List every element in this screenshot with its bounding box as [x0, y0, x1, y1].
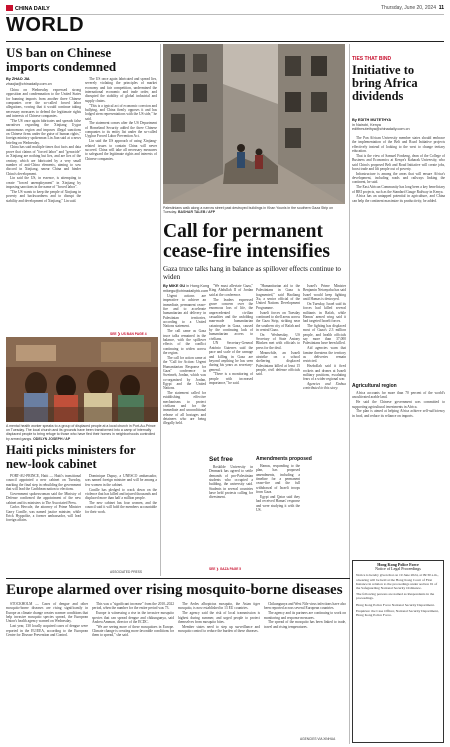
byline-gaza: By MIKE GU in Hong Kong mikegu@chinadailyhk.com [163, 284, 210, 293]
article-africa: The Pan African University member states should embrace the implementation of the Belt and Road Initiative projects effectively instead of looking to the west to change tertiary education. That is the view of Samuel Fonkeng, dean of the College of Business and Economics at Kenya's Kabarak University, who said China's proposed Belt and Road Initiative will create jobs, boost trade and lift people out of poverty. Infrastructure is among the areas that will ensure Africa's development, including roads and railways linking the continent, he said. The East African Community has long been a key beneficiary of BRI projects, such as the Standard Gauge Railway in Kenya. Africa has an untapped potential in agriculture, and China can help the continent maximize its productivity, he added. [352, 136, 445, 203]
caption-haiti: A mental health worker speaks to a group of displaced people at a local church in Port-Au-Prince on Tuesday. The local church and its grounds have been transformed into a camp of internally displaced people to bring refuge to those who have fled their homes in neighborhoods controlled by armed gangs. ODELYN JOSEPH / AP [6, 424, 156, 441]
legal-notice-box: Hong Kong Police Force Notice of Legal Proceedings Notice is hereby given that on 19 June 2024, at 09:30 a.m., a hearing will be held at the Hong Kong Court of First Instance in relation to the proceedings under section 91 of the Safeguarding National Security Ordinance. The following persons are named as Respondents in the proceedings. Hong Kong Police Force National Security Department. Enquiries: the Case Officer, National Security Department, Hong Kong Police Force. [352, 560, 444, 743]
article-africa-agri: Africa accounts for more than 70 percent of the world's uncultivated arable land. He said the Chinese government was committed to supporting agricultural investments in Africa. The plan is aimed at helping Africa achieve self-sufficiency in food, and reduce its reliance on imports. [352, 391, 445, 418]
article-europe-col2: This was a "significant increase" from the 2010–2022 period, when the number for the entire period was 73. Europe is witnessing a rise in the invasive mosquito species that can spread dengue and chikungunya, said Andrea Ammon, director of the ECDC. "We are seeing more of these mosquitoes in Europe. Climate change is creating more favorable conditions for them to spread," she said. [92, 602, 174, 638]
headline-africa: Initiative to bring Africa dividends [352, 63, 418, 103]
continued-gaza: SEE ❯ GAZA PAGE 5 [209, 567, 242, 571]
agri-heading: Agricultural region [352, 383, 397, 389]
article-us-col2: The US once again fabricated and spread lies, severely violating the principles of market economy and fair competition, undermined the international economic and trade order, and disrupted the stability of global industrial and supply chains. "This is a typical act of economic coercion and bullying, and China firmly opposes it and has lodged stern representations with the US side," he said. The statement comes after the US Department of Homeland Security added the three Chinese companies to its entity list under the so-called Uyghur Forced Labor Prevention Act. Lin said the US approach of using Xinjiang-related issues to contain China will never succeed. China will take all necessary measures to safeguard the legitimate rights and interests of Chinese companies. [85, 77, 157, 161]
headline-gaza: Call for permanent cease-fire intensifies [163, 221, 330, 262]
byline-africa: By EDITH MUTETHYA in Nairobi, Kenya edithmutethya@chinadaily.com.cn [352, 118, 410, 132]
article-gaza-col4: Israel's Prime Minister Benjamin Netanyahu has said Israel would keep fighting until Hamas is destroyed. On Tuesday, Israel said its forces had killed several militants in Rafah, while Hamas' armed wing said it had targeted Israeli forces. The fighting has displaced most of Gaza's 2.3 million people, and health officials say more than 37,000 Palestinians have been killed. Aid agencies warn that famine threatens the territory as deliveries remain restricted. Hezbollah said it fired rockets and drones at Israeli military positions, escalating fears of a wider regional war. Agencies and Xinhua contributed to this story. [303, 284, 346, 391]
headline-europe: Europe alarmed over rising mosquito-borne diseases [6, 582, 343, 598]
photo-haiti-image [6, 337, 158, 422]
masthead: CHINA DAILY [6, 5, 50, 12]
byline-europe: AGENCIES VIA XINHUA [300, 737, 336, 741]
section-rule [6, 41, 444, 42]
right-column-divider [349, 44, 350, 744]
byline-haiti: ASSOCIATED PRESS [110, 570, 143, 574]
photo-haiti [6, 337, 158, 422]
article-haiti-col1: PORT-AU-PRINCE, Haiti — Haiti's transitional council appointed a new cabinet on Tuesday, marking the final step in rebuilding the government that will lead the Caribbean nation to elections. Government spokeswoman said the Ministry of Defense confirmed the appointment of the new cabinet and its ministers to The Associated Press. Carlos Hercule, the attorney of Prime Minister Garry Conille, was named justice minister, while Erick Hyppolite, a former ambassador, will lead foreign affairs. [6, 474, 81, 523]
notice-title: Hong Kong Police Force [377, 562, 419, 567]
article-us-col1: China on Wednesday expressed strong opposition and condemnation to the United States for banning imports from another three Chinese companies over the so-called forced labor allegations, vowing that it would continue taking necessary measures to defend the legitimate rights and interests of Chinese companies. "The US once again fabricates and spreads false narratives regarding the Xinjiang Uygur autonomous region and imposes illegal sanctions on Chinese firms under the guise of human rights," foreign ministry spokesman Lin Jian said at a news briefing on Wednesday. China has said multiple times that facts and data prove that claims of "forced labor" and "genocide" in Xinjiang are nothing but lies, and are lies of the century, which are fabricated by a very small number of anti-China elements, aiming to sow discord in Xinjiang, smear China and hinder China's development. Lin said the US, in essence, is attempting to create "forced unemployment" in Xinjiang by imposing sanctions in the name of "forced labor". "The US wants to keep the people of Xinjiang in poverty and backwardness and to disrupt the stability and development of Xinjiang," Lin said. [6, 88, 81, 203]
issue-date: Thursday, June 20, 2024 [381, 5, 436, 11]
article-europe-col1: STOCKHOLM — Cases of dengue and other mosquito-borne diseases are rising significantly in Europe as climate change creates warmer conditions that help invasive mosquito species spread, the European Union's health agency warned on Wednesday. Last year, 130 locally acquired cases of dengue were reported in the EU/EEA, according to the European Centre for Disease Prevention and Control. [6, 602, 88, 637]
article-gaza-col2: "We must alleviate Gaza," King Abdullah II of Jordan said at the conference. The leaders expressed grave concern over the enormous loss of life, the unprecedented civilian casualties and the unfolding man-made humanitarian catastrophe in Gaza, caused by the continuing lack of humanitarian access to civilians. UN Secretary-General António Guterres said the pace and scale of the carnage and killing in Gaza are beyond anything he has seen during his years as secretary-general. "There is a monitoring of people with increased importance," he said. [209, 284, 253, 386]
bottom-story-rule [6, 578, 350, 579]
article-gaza-amendments: Hamas, responding to the plan, has proposed amendments, including a timeline for a permanent cease-fire and the full withdrawal of Israeli troops from Gaza. Egypt and Qatar said they had received Hamas' response and were studying it with the US. [256, 464, 300, 512]
notice-subtitle: Notice of Legal Proceedings [375, 566, 421, 572]
article-gaza-setfree: Roskilde University in Denmark has agreed to settle demands of pro-Palestinian students who occupied a building, the university said. Students in several countries have held protests calling for divestment. [209, 465, 253, 500]
photo-gaza-image [163, 44, 345, 204]
caption-gaza: Palestinians walk along a narrow street past destroyed buildings in Khan Younis in the southern Gaza Strip on Tuesday. BASHAR TALEB / AFP [163, 206, 334, 215]
section-title: WORLD [6, 14, 85, 36]
byline-us: By ZHAO JIA zhaojia@chinadaily.com.cn [6, 77, 52, 86]
setfree-heading: Set free [209, 456, 233, 463]
headline-us-ban: US ban on Chinese imports condemned [6, 45, 117, 74]
headline-haiti: Haiti picks ministers for new-look cabinet [6, 443, 136, 471]
article-europe-col4: Chikungunya and West Nile virus infections have also been reported across several European countries. The agency and its partners are continuing to work on monitoring and response measures. The spread of the mosquito has been linked to trade, travel and rising temperatures. [264, 602, 346, 629]
amendments-heading: Amendments proposed [256, 456, 312, 462]
masthead-logo-icon [6, 5, 13, 11]
continued-us: SEE ❯ US BAN PAGE 4 [110, 332, 147, 336]
photo-gaza [163, 44, 345, 204]
section-tag-ties: TIES THAT BIND [352, 56, 392, 62]
article-europe-col3: The Aedes albopictus mosquito, the Asian tiger mosquito, is now established in 13 EU countries. The agency said the risk of local transmission is highest during summer, and urged people to protect themselves from mosquito bites. Member states need to step up surveillance and mosquito control to reduce the burden of these diseases. [178, 602, 260, 634]
article-gaza-col3: "Humanitarian aid to the Palestinians in Gaza is fragmented," said Haoliang Xu, a senior official of the United Nations Development Programme. Israeli forces on Tuesday continued to shell areas across the Gaza Strip, striking near the southern city of Rafah and in central Gaza. On Wednesday, US Secretary of State Antony Blinken met with officials to press for the deal. Meanwhile, an Israeli airstrike on a school sheltering displaced Palestinians killed at least 15 people, civil defense officials said. [256, 284, 300, 377]
page-number: 11 [438, 5, 444, 11]
article-haiti-col2: Dominique Dupuy, a UNESCO ambassador, was named foreign minister and will be among a few women in the cabinet. Conille has pledged to crack down on the violence that has killed and injured thousands and displaced more than half a million people. The new cabinet has four women, and the council said it will hold the members accountable for their work. [85, 474, 157, 514]
article-gaza-col1: Urgent actions are imperative to achieve an immediate, permanent cease-fire and to accelerate humanitarian aid delivery in Palestinian territories, according to a United Nations statement. The call came as Gaza truce talks remained in the balance, with the spillover effects of the conflict continuing to widen across the region. The call for action came at the "Call for Action: Urgent Humanitarian Response for Gaza" conference in Sweimeh, Jordan, which was co-organized by Jordan, Egypt and the United Nations. The statement called for establishing effective mechanisms to protect civilians and for the immediate and unconditional release of all hostages and detainees who are being illegally held. [163, 294, 206, 426]
subhead-gaza: Gaza truce talks hang in balance as spillover effects continue to widen [163, 265, 341, 281]
column-divider [160, 44, 161, 576]
